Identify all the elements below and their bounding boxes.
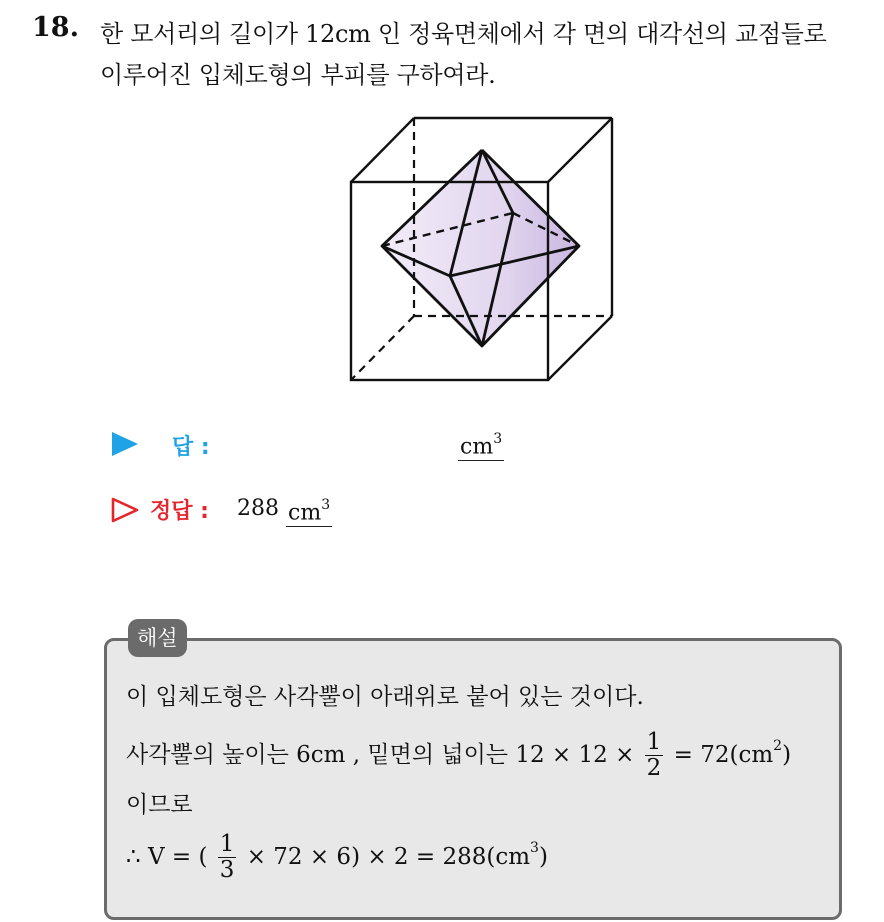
question-text-line1: 한 모서리의 길이가 12cm 인 정육면체에서 각 면의 대각선의 교점들로 xyxy=(100,20,827,48)
explanation-line2: 사각뿔의 높이는 6cm , 밑면의 넓이는 12 × 12 × $\frac{1}{2}$ = $72(cm^2)$ xyxy=(126,729,792,782)
explanation-tag: 해설 xyxy=(128,619,187,657)
play-triangle-icon xyxy=(110,430,140,458)
explanation-line4: ∴ V = ( $\frac{1}{3}$ × $72 \times 6) \times 2 = 288(cm^3)$ xyxy=(126,831,548,884)
explanation-line3: 이므로 xyxy=(126,792,193,818)
solution-row xyxy=(108,492,528,526)
solution-unit: $cm^3$ xyxy=(286,494,332,527)
solution-label: 정답 : xyxy=(150,499,209,524)
question-number: 18. xyxy=(32,12,79,43)
cube-octahedron-figure xyxy=(345,112,620,387)
answer-label: 답 : xyxy=(172,435,210,460)
answer-unit: $cm^3$ xyxy=(458,428,504,461)
outline-triangle-icon xyxy=(110,496,140,524)
question-text-line2: 이루어진 입체도형의 부피를 구하여라. xyxy=(100,61,496,89)
fraction-one-third: $\frac{1}{3}$ xyxy=(219,831,235,884)
answer-row xyxy=(108,428,528,462)
fraction-one-half: $\frac{1}{2}$ xyxy=(646,729,662,782)
explanation-line1: 이 입체도형은 사각뿔이 아래위로 붙어 있는 것이다. xyxy=(126,684,644,710)
solution-value: 288 xyxy=(237,496,279,521)
